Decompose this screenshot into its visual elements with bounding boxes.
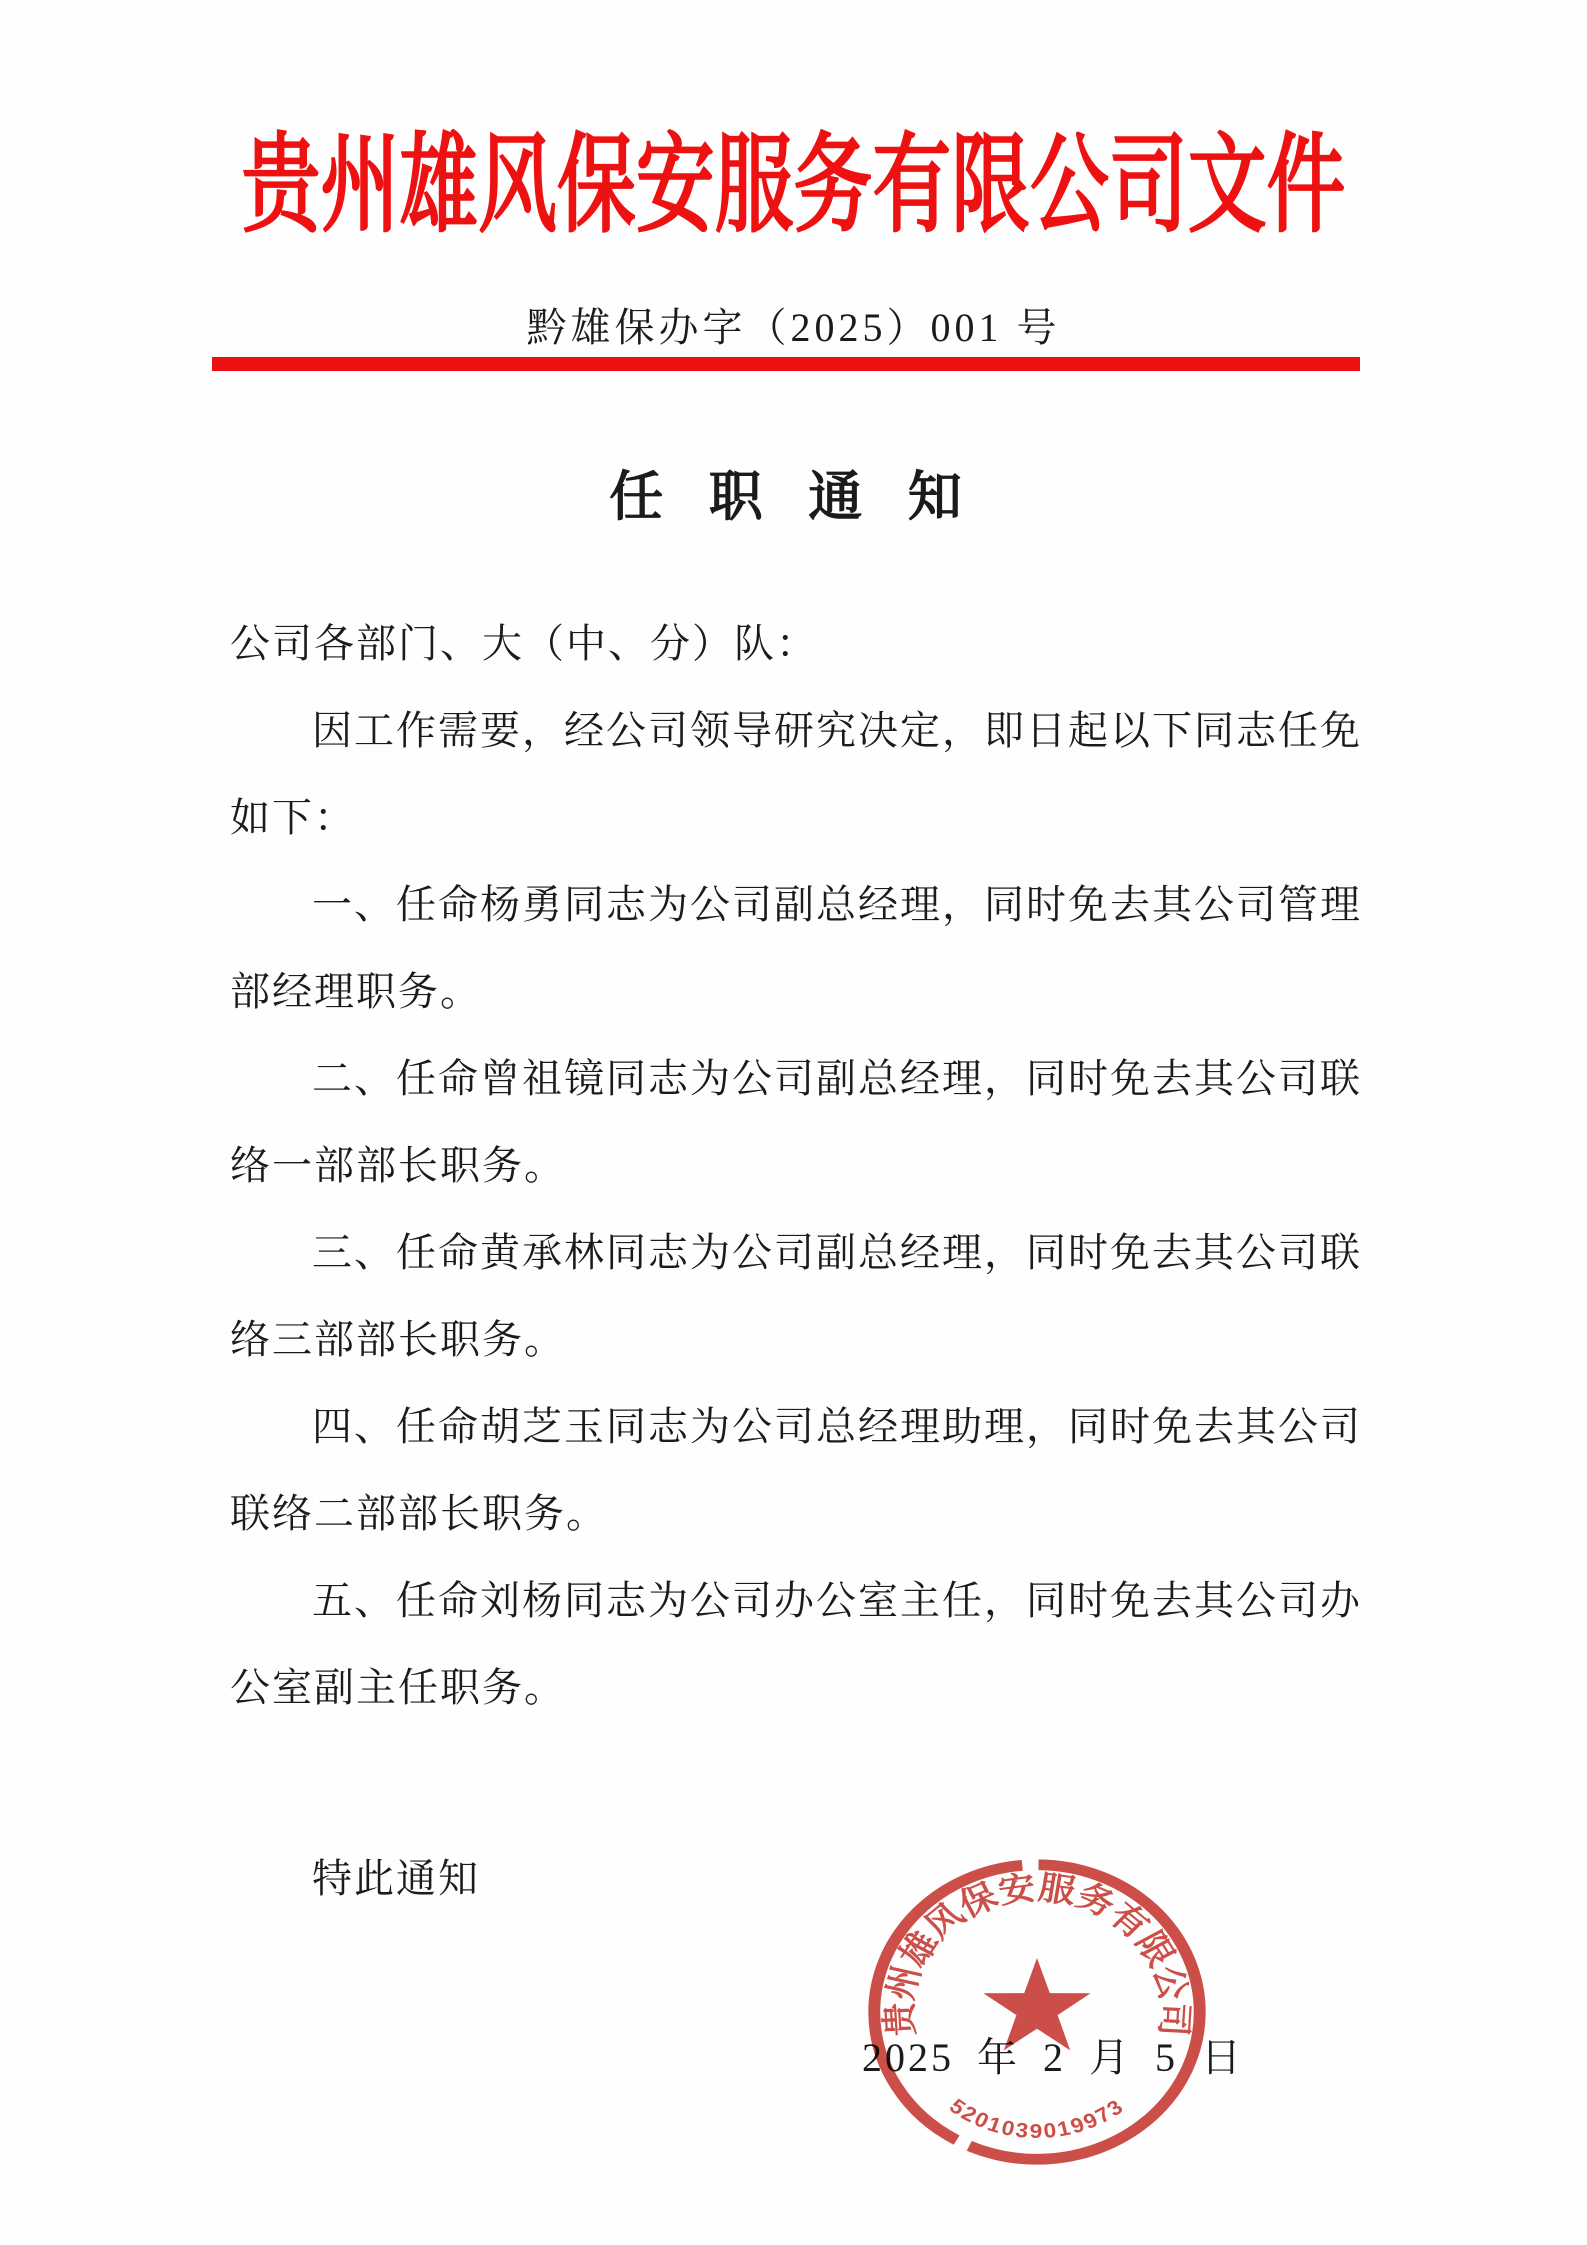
body-line: 络一部部长职务。 <box>230 1143 566 1188</box>
header-divider-rule <box>212 357 1360 371</box>
body-line: 部经理职务。 <box>230 969 482 1014</box>
body-line: 五、任命刘杨同志为公司办公室主任，同时免去其公司办 <box>312 1578 1360 1623</box>
body-line: 如下： <box>230 795 356 840</box>
closing-line: 特此通知 <box>312 1856 480 1901</box>
seal-company-text: 贵州雄风保安服务有限公司 <box>878 1869 1196 2038</box>
body-line: 三、任命黄承林同志为公司副总经理，同时免去其公司联 <box>312 1230 1360 1275</box>
seal-star-icon <box>983 1958 1090 2050</box>
body-line: 四、任命胡芝玉同志为公司总经理助理，同时免去其公司 <box>312 1404 1360 1449</box>
body-line: 联络二部部长职务。 <box>230 1491 608 1536</box>
body-line: 络三部部长职务。 <box>230 1317 566 1362</box>
doc-number: 黔雄保办字（2025）001 号 <box>526 305 1061 350</box>
body-line: 一、任命杨勇同志为公司副总经理，同时免去其公司管理 <box>312 882 1360 927</box>
body-line: 因工作需要，经公司领导研究决定，即日起以下同志任免 <box>312 708 1360 753</box>
body-line: 公室副主任职务。 <box>230 1665 566 1710</box>
seal-number-text: 5201039019973 <box>944 2093 1130 2143</box>
official-seal <box>858 1850 1216 2174</box>
body-line: 二、任命曾祖镜同志为公司副总经理，同时免去其公司联 <box>312 1056 1360 1101</box>
org-title: 贵州雄风保安服务有限公司文件 <box>241 122 1346 248</box>
date-line: 2025 年 2 月 5 日 <box>862 2035 1244 2080</box>
page-title: 任 职 通 知 <box>609 467 978 527</box>
body-line: 公司各部门、大（中、分）队： <box>230 621 818 666</box>
doc-body <box>230 600 1360 1731</box>
